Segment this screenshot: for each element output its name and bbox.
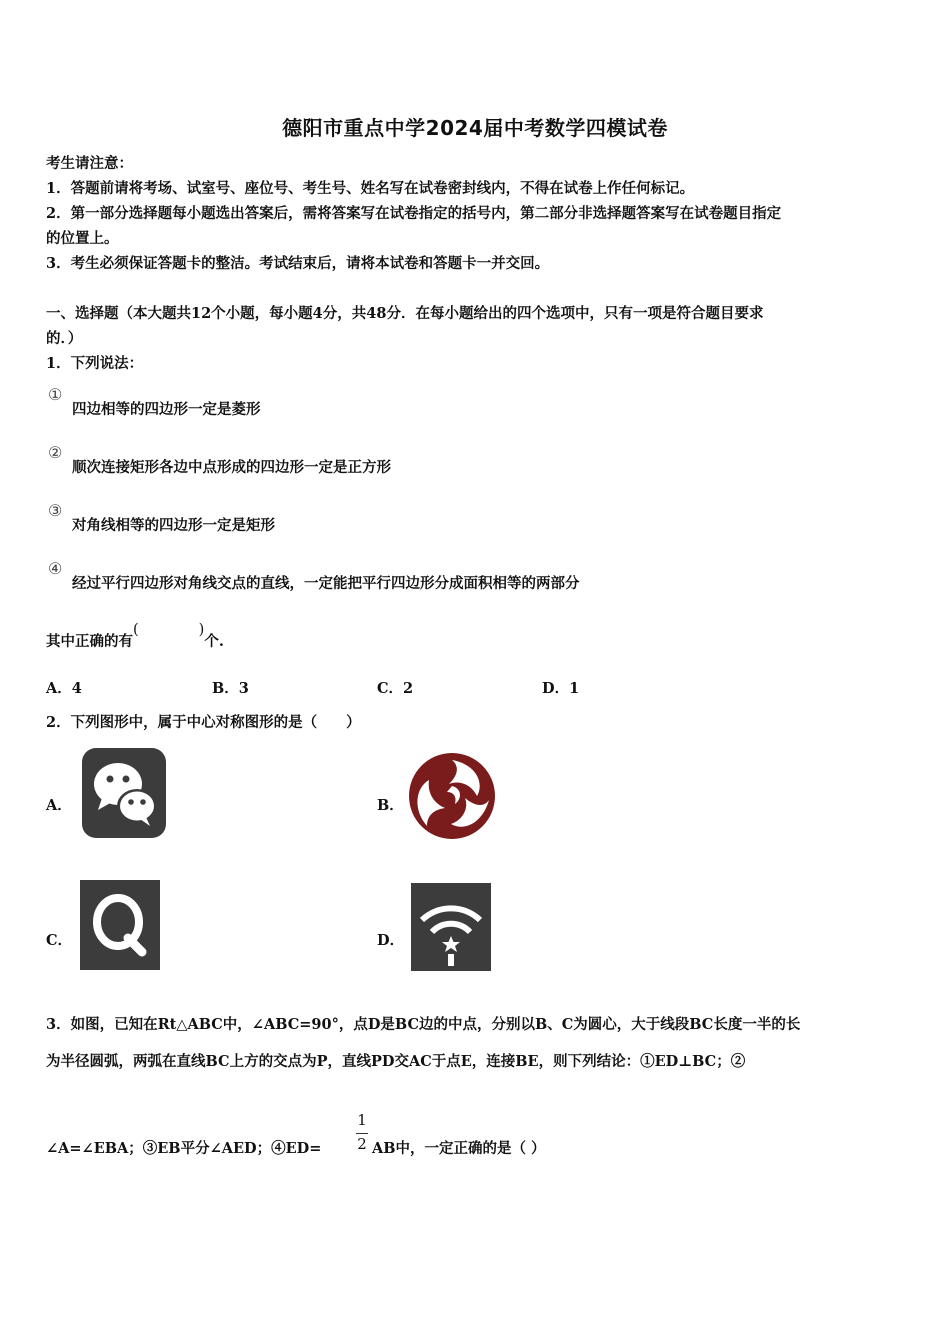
wifi-star-logo-icon <box>408 880 494 974</box>
page-title: 德阳市重点中学2024届中考数学四模试卷 <box>282 116 668 140</box>
section-heading-cont: 的．） <box>46 330 83 347</box>
q1-ask-suffix: 个. <box>204 633 224 650</box>
q1-paren-close: ) <box>198 622 205 638</box>
statement-marker-3: ③ <box>48 501 63 520</box>
q1-stem: 1．下列说法： <box>46 355 144 372</box>
q3-line-3a: ∠A=∠EBA；③EB平分∠AED；④ED= <box>46 1140 322 1157</box>
q3-line-2: 为半径圆弧，两弧在直线BC上方的交点为P，直线PD交AC于点E，连接BE，则下列结论：①ED⊥BC；② <box>46 1053 746 1070</box>
q1-option-d: D．1 <box>542 680 580 697</box>
q2-label-c: C． <box>46 932 73 949</box>
statement-text-3: 对角线相等的四边形一定是矩形 <box>72 517 275 534</box>
notice-item-3: 3．考生必须保证答题卡的整洁。考试结束后，请将本试卷和答题卡一并交回。 <box>46 255 550 272</box>
q1-ask <box>46 622 224 651</box>
statement-marker-1: ① <box>48 385 63 404</box>
q3-line-1: 3．如图，已知在Rt△ABC中，∠ABC=90°，点D是BC边的中点，分别以B、C为圆心，大于线段BC长度一半的长 <box>46 1016 801 1033</box>
fraction-bar <box>356 1133 368 1134</box>
q1-ask-prefix: 其中正确的有 <box>46 633 133 650</box>
fraction-numerator: 1 <box>357 1111 367 1129</box>
phoenix-logo-icon <box>405 750 499 842</box>
statement-marker-2: ② <box>48 443 63 462</box>
q1-option-a: A．4 <box>46 680 82 697</box>
statement-text-4: 经过平行四边形对角线交点的直线，一定能把平行四边形分成面积相等的两部分 <box>72 575 580 592</box>
fraction-denominator: 2 <box>357 1135 367 1153</box>
notice-item-1: 1．答题前请将考场、试室号、座位号、考生号、姓名写在试卷密封线内，不得在试卷上作任何标记。 <box>46 180 695 197</box>
notice-item-2: 2．第一部分选择题每小题选出答案后，需将答案写在试卷指定的括号内，第二部分非选择题答案写在试卷题目指定 <box>46 205 782 222</box>
q1-option-b: B．3 <box>212 680 249 697</box>
q-logo-icon <box>78 878 170 974</box>
statement-text-2: 顺次连接矩形各边中点形成的四边形一定是正方形 <box>72 459 391 476</box>
q2-label-b: B． <box>377 797 404 814</box>
section-heading: 一、选择题（本大题共12个小题，每小题4分，共48分．在每小题给出的四个选项中，只有一项是符合题目要求 <box>46 305 764 322</box>
q2-label-a: A． <box>46 797 72 814</box>
q2-stem: 2．下列图形中，属于中心对称图形的是（ ） <box>46 714 361 731</box>
notice-heading: 考生请注意： <box>46 155 133 172</box>
q1-option-c: C．2 <box>377 680 414 697</box>
q1-paren-open: ( <box>133 622 139 638</box>
statement-marker-4: ④ <box>48 559 63 578</box>
wechat-logo-icon <box>80 746 168 840</box>
notice-item-2-cont: 的位置上。 <box>46 230 119 247</box>
q3-line-3b: AB中，一定正确的是（ ） <box>372 1140 546 1157</box>
q2-label-d: D． <box>377 932 405 949</box>
statement-text-1: 四边相等的四边形一定是菱形 <box>72 401 261 418</box>
